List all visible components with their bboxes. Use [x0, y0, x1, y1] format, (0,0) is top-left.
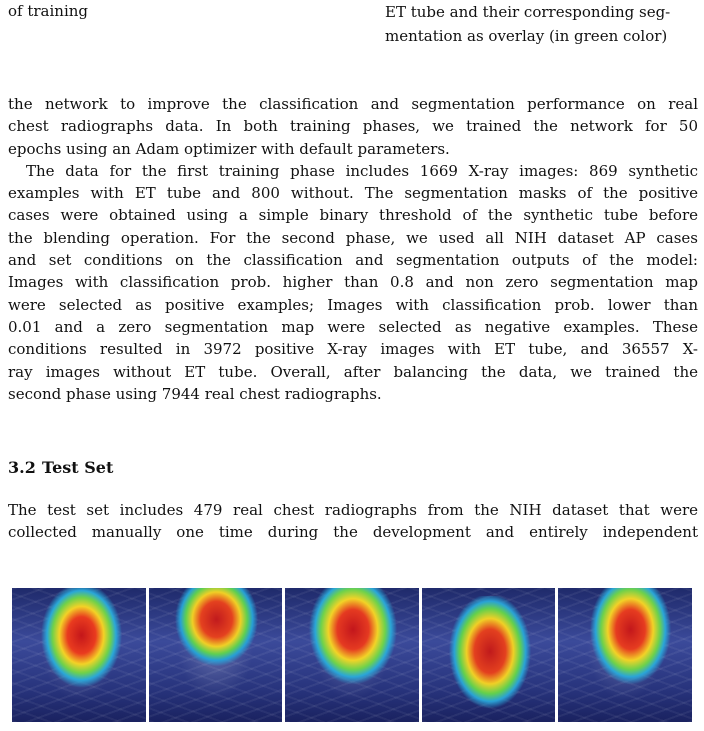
text-line: and set conditions on the classification and segmentation outputs of the model:	[8, 251, 698, 270]
text-line: examples with ET tube and 800 without. The segmentation masks of the positive	[8, 184, 698, 203]
text-line: The test set includes 479 real chest radiographs from the NIH dataset that were	[8, 501, 698, 519]
heatmap-overlay	[309, 588, 397, 690]
text-line: The data for the first training phase includes 1669 X-ray images: 869 synthetic	[26, 161, 698, 180]
heatmap-overlay	[449, 596, 532, 711]
paragraph-training-phases	[8, 93, 698, 160]
heatmap-overlay	[175, 588, 258, 671]
heatmap-xray-image	[558, 588, 692, 722]
text-line: epochs using an Adam optimizer with default parameters.	[8, 139, 450, 158]
text-line: were selected as positive examples; Images with classification prob. lower than	[8, 295, 698, 314]
heatmap-overlay	[41, 588, 121, 693]
heatmap-figure	[12, 588, 692, 722]
text-line: conditions resulted in 3972 positive X-ray images with ET tube, and 36557 X-	[8, 340, 698, 359]
paragraph-training-data	[8, 160, 698, 405]
caption-line: mentation as overlay (in green color)	[385, 27, 668, 45]
heatmap-xray-image	[149, 588, 283, 722]
text-line: collected manually one time during the development and entirely independent	[8, 523, 698, 542]
text-line: 0.01 and a zero segmentation map were selected as negative examples. These	[8, 317, 698, 336]
text-line: chest radiographs data. In both training phases, we trained the network for 50	[8, 117, 698, 136]
section-number: 3.2	[8, 458, 36, 477]
figure-caption-fragment-left: of training	[8, 2, 89, 20]
text-line: ray images without ET tube. Overall, after balancing the data, we trained the	[8, 362, 698, 381]
text-line: the network to improve the classification and segmentation performance on real	[8, 95, 698, 113]
section-heading	[8, 458, 113, 477]
text-line: cases were obtained using a simple binary threshold of the synthetic tube before	[8, 206, 698, 225]
text-line: the blending operation. For the second phase, we used all NIH dataset AP cases	[8, 228, 698, 247]
section-body-text	[8, 499, 698, 544]
text-line: Images with classification prob. higher than 0.8 and non zero segmentation map	[8, 273, 698, 292]
text-line: second phase using 7944 real chest radiographs.	[8, 384, 382, 403]
figure-caption-fragment-right	[385, 0, 685, 48]
caption-line: ET tube and their corresponding seg-	[385, 3, 671, 21]
body-text	[8, 93, 698, 405]
heatmap-overlay	[590, 588, 670, 690]
section-title: Test Set	[42, 458, 114, 477]
heatmap-xray-image	[285, 588, 419, 722]
heatmap-xray-image	[12, 588, 146, 722]
heatmap-xray-image	[422, 588, 556, 722]
